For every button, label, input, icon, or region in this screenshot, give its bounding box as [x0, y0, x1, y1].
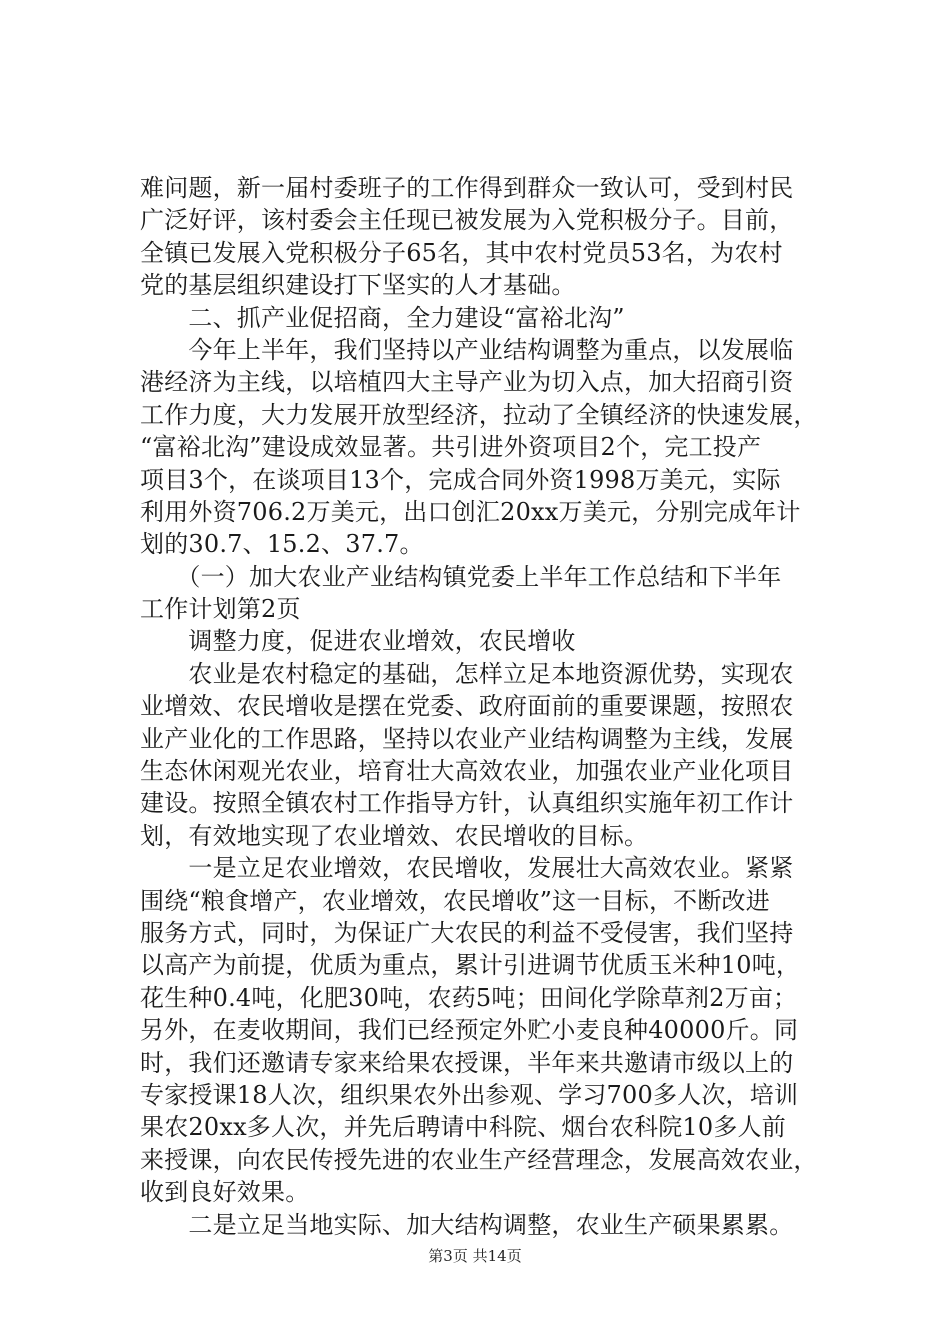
text-line: 划，有效地实现了农业增效、农民增收的目标。 [140, 821, 649, 850]
text-line: 生态休闲观光农业，培育壮大高效农业，加强农业产业化项目 [140, 757, 794, 786]
text-line: 业产业化的工作思路，坚持以农业产业结构调整为主线，发展 [140, 724, 794, 753]
text-line: 项目3个，在谈项目13个，完成合同外资1998万美元，实际 [140, 465, 781, 494]
text-line: 围绕“粮食增产，农业增效，农民增收”这一目标，不断改进 [140, 886, 770, 915]
text-line: 另外，在麦收期间，我们已经预定外贮小麦良种40000斤。同 [140, 1016, 799, 1045]
text-line: 党的基层组织建设打下坚实的人才基础。 [140, 271, 576, 300]
text-line: 果农20xx多人次，并先后聘请中科院、烟台农科院10多人前 [140, 1113, 786, 1142]
text-line: 一是立足农业增效，农民增收，发展壮大高效农业。紧紧 [140, 854, 794, 883]
text-line: 全镇已发展入党积极分子65名，其中农村党员53名，为农村 [140, 238, 783, 267]
text-line: （一）加大农业产业结构镇党委上半年工作总结和下半年 [140, 562, 782, 591]
text-line: 以高产为前提，优质为重点，累计引进调节优质玉米种10吨， [140, 951, 801, 980]
text-line: 建设。按照全镇农村工作指导方针，认真组织实施年初工作计 [140, 789, 794, 818]
text-line: 调整力度，促进农业增效，农民增收 [140, 627, 576, 656]
text-line: 花生种0.4吨，化肥30吨，农药5吨；田间化学除草剂2万亩； [140, 983, 798, 1012]
text-line: 二是立足当地实际、加大结构调整，农业生产硕果累累。 [140, 1210, 794, 1239]
text-line: 来授课，向农民传授先进的农业生产经营理念，发展高效农业， [140, 1145, 818, 1174]
text-line: 工作力度，大力发展开放型经济，拉动了全镇经济的快速发展， [140, 400, 818, 429]
text-line: 广泛好评，该村委会主任现已被发展为入党积极分子。目前， [140, 206, 794, 235]
document-body [140, 172, 840, 1241]
page-footer: 第3页 共14页 [428, 1247, 522, 1265]
text-line: 难问题，新一届村委班子的工作得到群众一致认可，受到村民 [140, 174, 794, 202]
text-line: 二、抓产业促招商，全力建设“富裕北沟” [140, 303, 625, 332]
text-line: 划的30.7、15.2、37.7。 [140, 530, 424, 559]
text-line: “富裕北沟”建设成效显著。共引进外资项目2个，完工投产 [140, 433, 762, 462]
text-line: 业增效、农民增收是摆在党委、政府面前的重要课题，按照农 [140, 692, 794, 721]
text-line: 专家授课18人次，组织果农外出参观、学习700多人次，培训 [140, 1080, 799, 1109]
text-line: 农业是农村稳定的基础，怎样立足本地资源优势，实现农 [140, 659, 794, 688]
text-line: 收到良好效果。 [140, 1178, 310, 1207]
text-line: 服务方式，同时，为保证广大农民的利益不受侵害，我们坚持 [140, 918, 794, 947]
text-line: 工作计划第2页 [140, 595, 301, 624]
text-line: 利用外资706.2万美元，出口创汇20xx万美元，分别完成年计 [140, 497, 801, 526]
text-line: 港经济为主线，以培植四大主导产业为切入点，加大招商引资 [140, 368, 794, 397]
text-line: 今年上半年，我们坚持以产业结构调整为重点，以发展临 [140, 335, 794, 364]
text-line: 时，我们还邀请专家来给果农授课，半年来共邀请市级以上的 [140, 1048, 794, 1077]
